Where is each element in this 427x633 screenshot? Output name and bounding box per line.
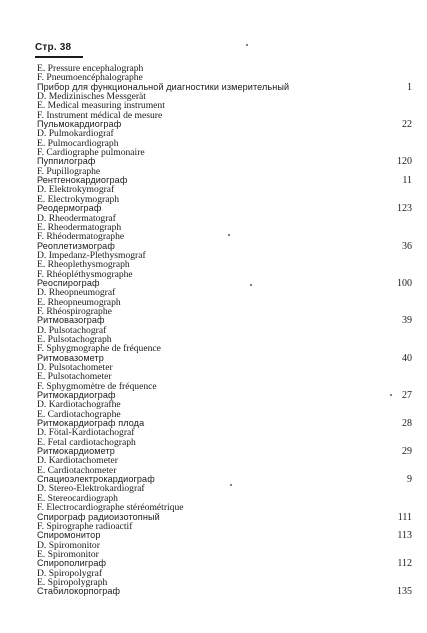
glossary-entry	[37, 204, 417, 241]
entry-code: 22	[402, 119, 412, 131]
term-line: Пуппилограф	[37, 156, 96, 167]
entry-code: 123	[397, 203, 412, 215]
translation-line: E. Pulsotachograph	[37, 333, 112, 345]
term-line: Спиромонитор	[37, 530, 101, 541]
term-line: Пульмокардиограф	[37, 119, 122, 130]
term-line: Реодермограф	[37, 203, 102, 214]
translation-line: F. Rhéospirographe	[37, 305, 112, 317]
entry-code: 120	[397, 156, 412, 168]
entry-code: 29	[402, 446, 412, 458]
scan-speck	[390, 394, 392, 396]
scan-speck	[250, 284, 252, 286]
glossary-entry	[37, 587, 417, 596]
translation-line: E. Spiromonitor	[37, 548, 99, 560]
translation-line: D. Kardiotachografhe	[37, 399, 121, 411]
translation-line: D. Elektrokymograf	[37, 184, 115, 196]
term-line: Реоплетизмограф	[37, 240, 115, 251]
term-line: Спирополиграф	[37, 558, 107, 569]
term-line: Ритмокардиограф плода	[37, 418, 145, 429]
translation-line: D. Impedanz-Plethysmograf	[37, 249, 146, 261]
translation-line: E. Rheodermatograph	[37, 221, 122, 233]
page-number: Стр. 38	[35, 42, 72, 53]
translation-line: F. Electrocardiographe stéréométrique	[37, 502, 184, 514]
entry-code: 111	[397, 511, 412, 523]
entry-code: 36	[402, 240, 412, 252]
translation-line: D. Fötal-Kardiotachograf	[37, 427, 135, 439]
translation-line: D. Pulsotachometer	[37, 362, 113, 373]
entry-code: 113	[397, 530, 412, 542]
translation-line: E. Pulsotachometer	[37, 371, 112, 383]
translation-line: E. Fetal cardiotachograph	[37, 436, 136, 448]
scan-speck	[246, 44, 248, 46]
translation-line: F. Instrument médical de mesure	[37, 109, 163, 121]
glossary-entry	[37, 391, 417, 419]
translation-line: F. Rhéopléthysmographe	[37, 268, 133, 280]
term-line: Реоспирограф	[37, 277, 100, 288]
glossary-entry	[37, 419, 417, 447]
translation-line: E. Pulmocardiograph	[37, 137, 119, 149]
entry-code: 135	[397, 586, 412, 598]
entry-code: 40	[402, 352, 412, 364]
translation-line: E. Cardiotachometer	[37, 464, 117, 476]
entry-code: 112	[397, 558, 412, 570]
translation-line: F. Rhéodermatographe	[37, 231, 125, 243]
translation-line: D. Stereo-Elektrokardiograf	[37, 483, 145, 495]
entry-code: 11	[402, 175, 412, 187]
glossary-entry	[37, 279, 417, 316]
translation-line: D. Rheopneumograf	[37, 287, 116, 299]
translation-line: F. Pneumoencéphalographe	[37, 72, 143, 84]
translation-line: D. Kardiotachometer	[37, 455, 118, 467]
glossary-entry	[37, 316, 417, 353]
term-line: Спациоэлектрокардиограф	[37, 474, 155, 485]
entry-code: 27	[402, 390, 412, 402]
translation-line: E. Rheoplethysmograph	[37, 259, 130, 271]
page-header	[35, 42, 87, 58]
entry-code: 1	[407, 81, 412, 93]
header-rule	[35, 56, 83, 58]
entry-code: 9	[407, 474, 412, 486]
translation-line: E. Rheopneumograph	[37, 296, 121, 308]
translation-line: E. Spiropolygraph	[37, 576, 108, 588]
scan-speck	[228, 234, 230, 236]
term-line: Спирограф радиоизотопный	[37, 511, 160, 522]
translation-line: E. Medical measuring instrument	[37, 100, 165, 112]
term-line: Ритмовазометр	[37, 352, 104, 363]
translation-line: F. Spirographe radioactif	[37, 520, 133, 532]
glossary-entry	[37, 157, 417, 176]
term-line: Прибор для функциональной диагностики измерительный	[37, 81, 290, 92]
translation-line: E. Electrokymograph	[37, 193, 120, 205]
translation-line: D. Spiropolygraf	[37, 567, 103, 579]
entry-code: 28	[402, 418, 412, 430]
term-line: Ритмокардиометр	[37, 446, 115, 457]
translation-line: D. Medizinisches Messgerät	[37, 91, 146, 103]
translation-line: D. Pulsotachograf	[37, 324, 107, 336]
glossary-entry	[37, 559, 417, 587]
glossary-entries	[37, 64, 417, 597]
glossary-entry	[37, 447, 417, 475]
translation-line: F. Sphygmographe de fréquence	[37, 343, 161, 355]
translation-line: F. Sphygmomètre de fréquence	[37, 380, 157, 392]
entry-code: 100	[397, 277, 412, 289]
term-line: Ритмовазограф	[37, 315, 105, 326]
term-line: Рентгенокардиограф	[37, 175, 128, 186]
glossary-entry	[37, 176, 417, 204]
term-line: Ритмокардиограф	[37, 390, 116, 401]
translation-line: F. Pupillographe	[37, 165, 101, 177]
translation-line: E. Cardiotachographe	[37, 408, 121, 420]
glossary-entry	[37, 120, 417, 157]
translation-line: D. Rheodermatograf	[37, 212, 116, 224]
glossary-entry	[37, 513, 417, 532]
glossary-entry	[37, 475, 417, 512]
translation-line: D. Pulmokardiograf	[37, 128, 114, 140]
scan-speck	[230, 484, 232, 486]
translation-line: F. Cardiographe pulmonaire	[37, 147, 145, 159]
translation-line: D. Spiromonitor	[37, 539, 100, 551]
entry-code: 39	[402, 315, 412, 327]
translation-line: E. Pressure encephalograph	[37, 63, 144, 74]
glossary-entry	[37, 354, 417, 391]
glossary-entry	[37, 83, 417, 120]
translation-line: E. Stereocardiograph	[37, 492, 118, 504]
glossary-entry	[37, 242, 417, 279]
term-line: Стабилокорпограф	[37, 586, 121, 597]
glossary-entry	[37, 64, 417, 83]
glossary-entry	[37, 531, 417, 559]
